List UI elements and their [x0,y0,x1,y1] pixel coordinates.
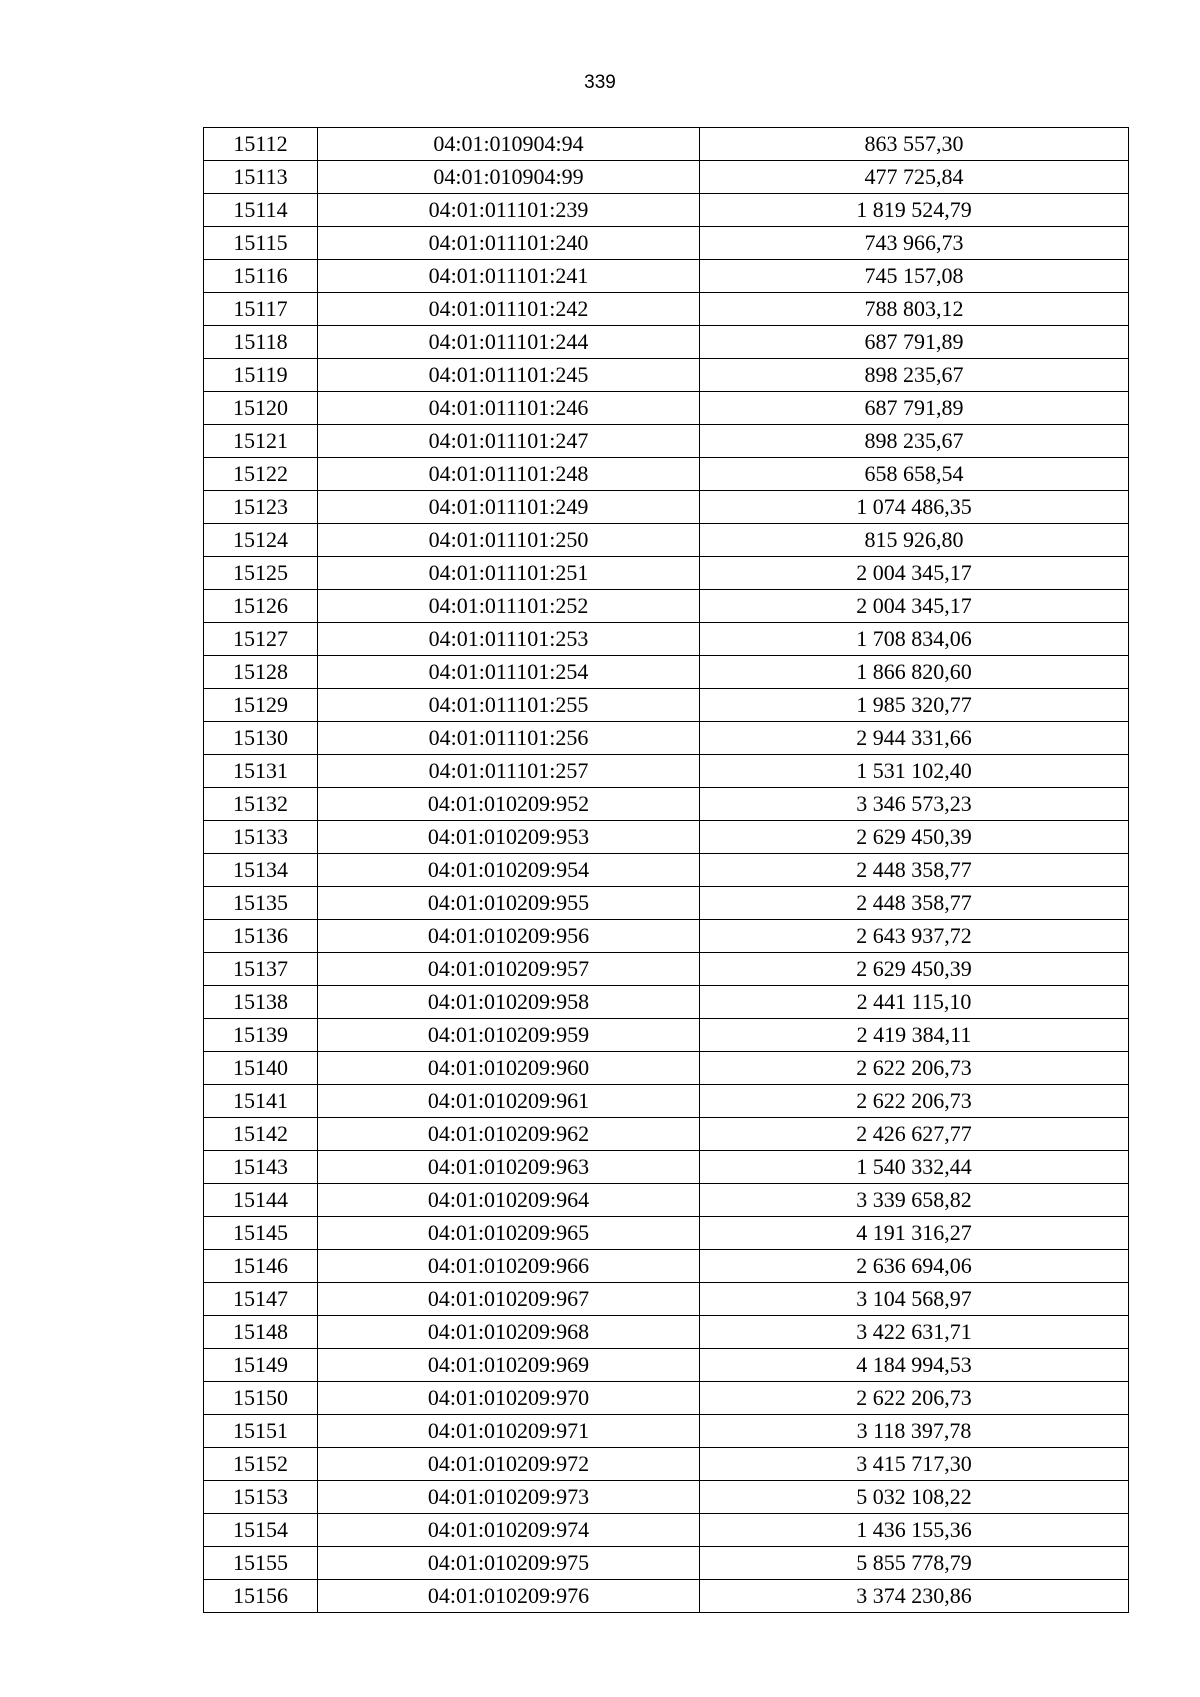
value-cell: 3 118 397,78 [700,1415,1129,1448]
table-row [204,1250,1129,1283]
value-cell: 687 791,89 [700,392,1129,425]
row-number-cell: 15114 [204,194,318,227]
cadastral-number-cell: 04:01:010209:971 [318,1415,700,1448]
row-number-cell: 15116 [204,260,318,293]
table-row [204,1415,1129,1448]
table-row [204,1514,1129,1547]
value-cell: 3 346 573,23 [700,788,1129,821]
table-row [204,590,1129,623]
value-cell: 1 708 834,06 [700,623,1129,656]
cadastral-number-cell: 04:01:010209:958 [318,986,700,1019]
row-number-cell: 15156 [204,1580,318,1613]
cadastral-number-cell: 04:01:010209:954 [318,854,700,887]
table-row [204,1316,1129,1349]
value-cell: 898 235,67 [700,359,1129,392]
row-number-cell: 15120 [204,392,318,425]
row-number-cell: 15141 [204,1085,318,1118]
value-cell: 2 944 331,66 [700,722,1129,755]
table-row [204,1019,1129,1052]
row-number-cell: 15128 [204,656,318,689]
value-cell: 1 985 320,77 [700,689,1129,722]
row-number-cell: 15132 [204,788,318,821]
row-number-cell: 15139 [204,1019,318,1052]
cadastral-number-cell: 04:01:011101:257 [318,755,700,788]
row-number-cell: 15134 [204,854,318,887]
value-cell: 788 803,12 [700,293,1129,326]
value-cell: 2 448 358,77 [700,887,1129,920]
table-row [204,1448,1129,1481]
table-row [204,1481,1129,1514]
row-number-cell: 15125 [204,557,318,590]
cadastral-value-table [203,127,1129,1613]
row-number-cell: 15131 [204,755,318,788]
cadastral-number-cell: 04:01:010209:959 [318,1019,700,1052]
table-row [204,689,1129,722]
cadastral-number-cell: 04:01:011101:240 [318,227,700,260]
row-number-cell: 15154 [204,1514,318,1547]
value-cell: 2 441 115,10 [700,986,1129,1019]
table-row [204,722,1129,755]
cadastral-number-cell: 04:01:010209:965 [318,1217,700,1250]
row-number-cell: 15148 [204,1316,318,1349]
cadastral-number-cell: 04:01:011101:247 [318,425,700,458]
value-cell: 2 643 937,72 [700,920,1129,953]
row-number-cell: 15124 [204,524,318,557]
value-cell: 1 074 486,35 [700,491,1129,524]
table-row [204,161,1129,194]
row-number-cell: 15121 [204,425,318,458]
value-cell: 2 448 358,77 [700,854,1129,887]
cadastral-number-cell: 04:01:010209:976 [318,1580,700,1613]
value-cell: 863 557,30 [700,128,1129,161]
value-cell: 5 032 108,22 [700,1481,1129,1514]
value-cell: 2 622 206,73 [700,1085,1129,1118]
value-cell: 5 855 778,79 [700,1547,1129,1580]
value-cell: 2 629 450,39 [700,953,1129,986]
value-cell: 2 629 450,39 [700,821,1129,854]
table-row [204,260,1129,293]
cadastral-number-cell: 04:01:010209:956 [318,920,700,953]
table-row [204,656,1129,689]
cadastral-number-cell: 04:01:011101:254 [318,656,700,689]
table-row [204,359,1129,392]
table-row [204,293,1129,326]
value-cell: 3 339 658,82 [700,1184,1129,1217]
row-number-cell: 15115 [204,227,318,260]
cadastral-number-cell: 04:01:010209:969 [318,1349,700,1382]
cadastral-number-cell: 04:01:010209:966 [318,1250,700,1283]
table-row [204,1085,1129,1118]
value-cell: 815 926,80 [700,524,1129,557]
cadastral-number-cell: 04:01:010209:964 [318,1184,700,1217]
cadastral-number-cell: 04:01:010209:961 [318,1085,700,1118]
cadastral-number-cell: 04:01:010209:963 [318,1151,700,1184]
value-cell: 2 622 206,73 [700,1382,1129,1415]
row-number-cell: 15146 [204,1250,318,1283]
value-cell: 1 540 332,44 [700,1151,1129,1184]
table-row [204,425,1129,458]
value-cell: 1 866 820,60 [700,656,1129,689]
row-number-cell: 15113 [204,161,318,194]
cadastral-number-cell: 04:01:011101:241 [318,260,700,293]
value-cell: 2 426 627,77 [700,1118,1129,1151]
cadastral-number-cell: 04:01:011101:250 [318,524,700,557]
table-row [204,458,1129,491]
row-number-cell: 15137 [204,953,318,986]
cadastral-number-cell: 04:01:011101:239 [318,194,700,227]
cadastral-number-cell: 04:01:010209:973 [318,1481,700,1514]
cadastral-number-cell: 04:01:011101:252 [318,590,700,623]
row-number-cell: 15140 [204,1052,318,1085]
row-number-cell: 15151 [204,1415,318,1448]
value-cell: 3 422 631,71 [700,1316,1129,1349]
table-row [204,1151,1129,1184]
table-row [204,920,1129,953]
row-number-cell: 15145 [204,1217,318,1250]
row-number-cell: 15155 [204,1547,318,1580]
table-row [204,194,1129,227]
table-row [204,227,1129,260]
table-row [204,1382,1129,1415]
cadastral-number-cell: 04:01:010209:957 [318,953,700,986]
row-number-cell: 15135 [204,887,318,920]
value-cell: 1 531 102,40 [700,755,1129,788]
cadastral-number-cell: 04:01:010209:953 [318,821,700,854]
table-row [204,1052,1129,1085]
row-number-cell: 15152 [204,1448,318,1481]
cadastral-number-cell: 04:01:010209:960 [318,1052,700,1085]
row-number-cell: 15133 [204,821,318,854]
row-number-cell: 15143 [204,1151,318,1184]
table-row [204,1547,1129,1580]
cadastral-number-cell: 04:01:011101:251 [318,557,700,590]
row-number-cell: 15118 [204,326,318,359]
value-cell: 2 636 694,06 [700,1250,1129,1283]
cadastral-number-cell: 04:01:010209:968 [318,1316,700,1349]
row-number-cell: 15117 [204,293,318,326]
cadastral-number-cell: 04:01:010209:970 [318,1382,700,1415]
table-row [204,1283,1129,1316]
cadastral-number-cell: 04:01:010209:972 [318,1448,700,1481]
cadastral-number-cell: 04:01:011101:242 [318,293,700,326]
table-row [204,557,1129,590]
value-cell: 2 004 345,17 [700,590,1129,623]
cadastral-number-cell: 04:01:010904:99 [318,161,700,194]
cadastral-number-cell: 04:01:011101:245 [318,359,700,392]
table-row [204,821,1129,854]
value-cell: 3 104 568,97 [700,1283,1129,1316]
row-number-cell: 15147 [204,1283,318,1316]
row-number-cell: 15127 [204,623,318,656]
table-row [204,887,1129,920]
table-row [204,755,1129,788]
table-row [204,788,1129,821]
table-body [204,128,1129,1613]
table-row [204,326,1129,359]
value-cell: 3 374 230,86 [700,1580,1129,1613]
table-row [204,986,1129,1019]
table-row [204,1349,1129,1382]
table-row [204,524,1129,557]
cadastral-number-cell: 04:01:010209:975 [318,1547,700,1580]
cadastral-number-cell: 04:01:010904:94 [318,128,700,161]
cadastral-number-cell: 04:01:011101:253 [318,623,700,656]
row-number-cell: 15149 [204,1349,318,1382]
value-cell: 2 419 384,11 [700,1019,1129,1052]
cadastral-number-cell: 04:01:010209:974 [318,1514,700,1547]
value-cell: 477 725,84 [700,161,1129,194]
table-row [204,1118,1129,1151]
value-cell: 4 184 994,53 [700,1349,1129,1382]
value-cell: 2 622 206,73 [700,1052,1129,1085]
row-number-cell: 15144 [204,1184,318,1217]
cadastral-number-cell: 04:01:011101:256 [318,722,700,755]
cadastral-number-cell: 04:01:010209:952 [318,788,700,821]
table-row [204,1217,1129,1250]
table-row [204,854,1129,887]
table-row [204,491,1129,524]
cadastral-number-cell: 04:01:011101:246 [318,392,700,425]
value-cell: 3 415 717,30 [700,1448,1129,1481]
value-cell: 658 658,54 [700,458,1129,491]
row-number-cell: 15130 [204,722,318,755]
row-number-cell: 15136 [204,920,318,953]
value-cell: 743 966,73 [700,227,1129,260]
cadastral-number-cell: 04:01:010209:967 [318,1283,700,1316]
cadastral-number-cell: 04:01:010209:955 [318,887,700,920]
row-number-cell: 15122 [204,458,318,491]
table-row [204,1580,1129,1613]
row-number-cell: 15126 [204,590,318,623]
value-cell: 898 235,67 [700,425,1129,458]
page-number: 339 [584,72,616,93]
row-number-cell: 15129 [204,689,318,722]
row-number-cell: 15142 [204,1118,318,1151]
cadastral-number-cell: 04:01:011101:249 [318,491,700,524]
value-cell: 1 819 524,79 [700,194,1129,227]
row-number-cell: 15153 [204,1481,318,1514]
value-cell: 4 191 316,27 [700,1217,1129,1250]
table-row [204,128,1129,161]
row-number-cell: 15123 [204,491,318,524]
table-row [204,953,1129,986]
cadastral-number-cell: 04:01:011101:248 [318,458,700,491]
value-cell: 745 157,08 [700,260,1129,293]
cadastral-number-cell: 04:01:011101:255 [318,689,700,722]
value-cell: 687 791,89 [700,326,1129,359]
value-cell: 1 436 155,36 [700,1514,1129,1547]
row-number-cell: 15138 [204,986,318,1019]
cadastral-number-cell: 04:01:011101:244 [318,326,700,359]
cadastral-number-cell: 04:01:010209:962 [318,1118,700,1151]
row-number-cell: 15150 [204,1382,318,1415]
table-row [204,392,1129,425]
row-number-cell: 15119 [204,359,318,392]
row-number-cell: 15112 [204,128,318,161]
value-cell: 2 004 345,17 [700,557,1129,590]
table-row [204,1184,1129,1217]
table-row [204,623,1129,656]
